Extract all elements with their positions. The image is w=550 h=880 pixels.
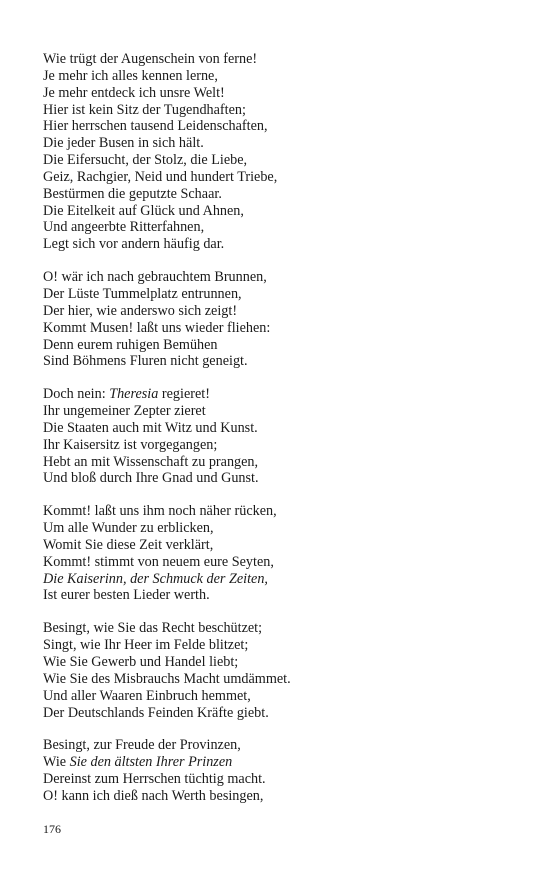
italic-text: Sie den ältsten Ihrer Prinzen [69, 754, 233, 771]
poem-line [43, 303, 513, 320]
page-number: 176 [43, 822, 61, 836]
poem-line [43, 554, 513, 571]
line-text: Wie Sie Gewerb und Handel liebt; [43, 654, 239, 670]
line-text: Wie trügt der Augenschein von ferne! [43, 51, 258, 67]
line-text: Besingt, zur Freude der Provinzen, [43, 737, 241, 754]
poem-line [43, 620, 513, 637]
line-text: Hier ist kein Sitz der Tugendhaften; [43, 101, 246, 118]
line-text: Besingt, wie Sie das Recht beschützet; [43, 620, 263, 637]
stanza [43, 620, 513, 721]
poem-line [43, 587, 513, 604]
poem-line [43, 236, 513, 253]
line-text: Der hier, wie anderswo sich zeigt! [43, 302, 238, 319]
line-text: Kommt Musen! laßt uns wieder fliehen: [43, 319, 271, 336]
line-text: Der Lüste Tummelplatz entrunnen, [43, 285, 242, 302]
poem-line [43, 688, 513, 705]
poem-line [43, 152, 513, 169]
poem-line [43, 771, 513, 788]
poem-line [43, 203, 513, 220]
poem-line [43, 437, 513, 454]
stanza [43, 737, 513, 804]
line-text: Und bloß durch Ihre Gnad und Gunst. [43, 470, 259, 487]
poem-text [43, 51, 513, 821]
line-text: Je mehr ich alles kennen lerne, [43, 67, 218, 84]
line-text: Singt, wie Ihr Heer im Felde blitzet; [43, 637, 249, 654]
poem-line [43, 503, 513, 520]
line-text: Bestürmen die geputzte Schaar. [43, 185, 222, 202]
line-text: Wie Sie des Misbrauchs Macht umdämmet. [43, 670, 291, 687]
poem-line [43, 68, 513, 85]
line-text: Doch nein: [43, 386, 110, 403]
poem-line [43, 51, 513, 68]
poem-line [43, 737, 513, 754]
poem-line [43, 671, 513, 688]
poem-line [43, 403, 513, 420]
line-text: Ist eurer besten Lieder werth. [43, 587, 210, 604]
line-text: Die Staaten auch mit Witz und Kunst. [43, 419, 258, 436]
stanza [43, 386, 513, 487]
line-text: Und aller Waaren Einbruch hemmet, [43, 687, 251, 704]
line-text: Sind Böhmens Fluren nicht geneigt. [43, 353, 248, 370]
poem-line [43, 320, 513, 337]
poem-line [43, 269, 513, 286]
italic-text: Theresia [109, 386, 159, 403]
line-text: regieret! [158, 386, 210, 403]
line-text: Die Eifersucht, der Stolz, die Liebe, [43, 152, 248, 169]
stanza [43, 51, 513, 253]
poem-line [43, 85, 513, 102]
stanza [43, 269, 513, 370]
line-text: Die jeder Busen in sich hält. [43, 135, 204, 152]
line-text: Kommt! stimmt von neuem eure Seyten, [43, 553, 274, 570]
poem-line [43, 135, 513, 152]
poem-line [43, 470, 513, 487]
line-text: Ihr Kaisersitz ist vorgegangen; [43, 436, 218, 453]
poem-line [43, 537, 513, 554]
poem-line [43, 754, 513, 771]
poem-line [43, 520, 513, 537]
line-text: Geiz, Rachgier, Neid und hundert Triebe, [43, 168, 278, 185]
line-text: Womit Sie diese Zeit verklärt, [43, 536, 214, 553]
poem-line [43, 454, 513, 471]
line-text: Denn eurem ruhigen Bemühen [43, 336, 218, 353]
poem-line [43, 186, 513, 203]
poem-line [43, 637, 513, 654]
poem-line [43, 118, 513, 135]
line-text: Um alle Wunder zu erblicken, [43, 520, 214, 537]
italic-text: Die Kaiserinn, der Schmuck der Zeiten, [43, 570, 268, 587]
poem-line [43, 654, 513, 671]
line-text: Hier herrschen tausend Leidenschaften, [43, 118, 268, 135]
line-text: Ihr ungemeiner Zepter zieret [43, 403, 206, 420]
line-text: Wie [43, 754, 70, 771]
poem-line [43, 219, 513, 236]
line-text: Legt sich vor andern häufig dar. [43, 236, 225, 253]
poem-line [43, 169, 513, 186]
poem-line [43, 420, 513, 437]
poem-line [43, 286, 513, 303]
poem-line [43, 571, 513, 588]
line-text: O! wär ich nach gebrauchtem Brunnen, [43, 269, 267, 286]
line-text: Die Eitelkeit auf Glück und Ahnen, [43, 202, 244, 219]
line-text: Und angeerbte Ritterfahnen, [43, 219, 205, 236]
poem-line [43, 102, 513, 119]
stanza [43, 503, 513, 604]
line-text: O! kann ich dieß nach Werth besingen, [43, 787, 264, 804]
line-text: Hebt an mit Wissenschaft zu prangen, [43, 453, 259, 470]
line-text: Je mehr entdeck ich unsre Welt! [43, 84, 225, 101]
poem-line [43, 705, 513, 722]
line-text: Der Deutschlands Feinden Kräfte giebt. [43, 704, 269, 721]
poem-line [43, 386, 513, 403]
poem-line [43, 788, 513, 805]
poem-line [43, 337, 513, 354]
line-text: Dereinst zum Herrschen tüchtig macht. [43, 771, 266, 788]
poem-line [43, 353, 513, 370]
line-text: Kommt! laßt uns ihm noch näher rücken, [43, 503, 277, 520]
